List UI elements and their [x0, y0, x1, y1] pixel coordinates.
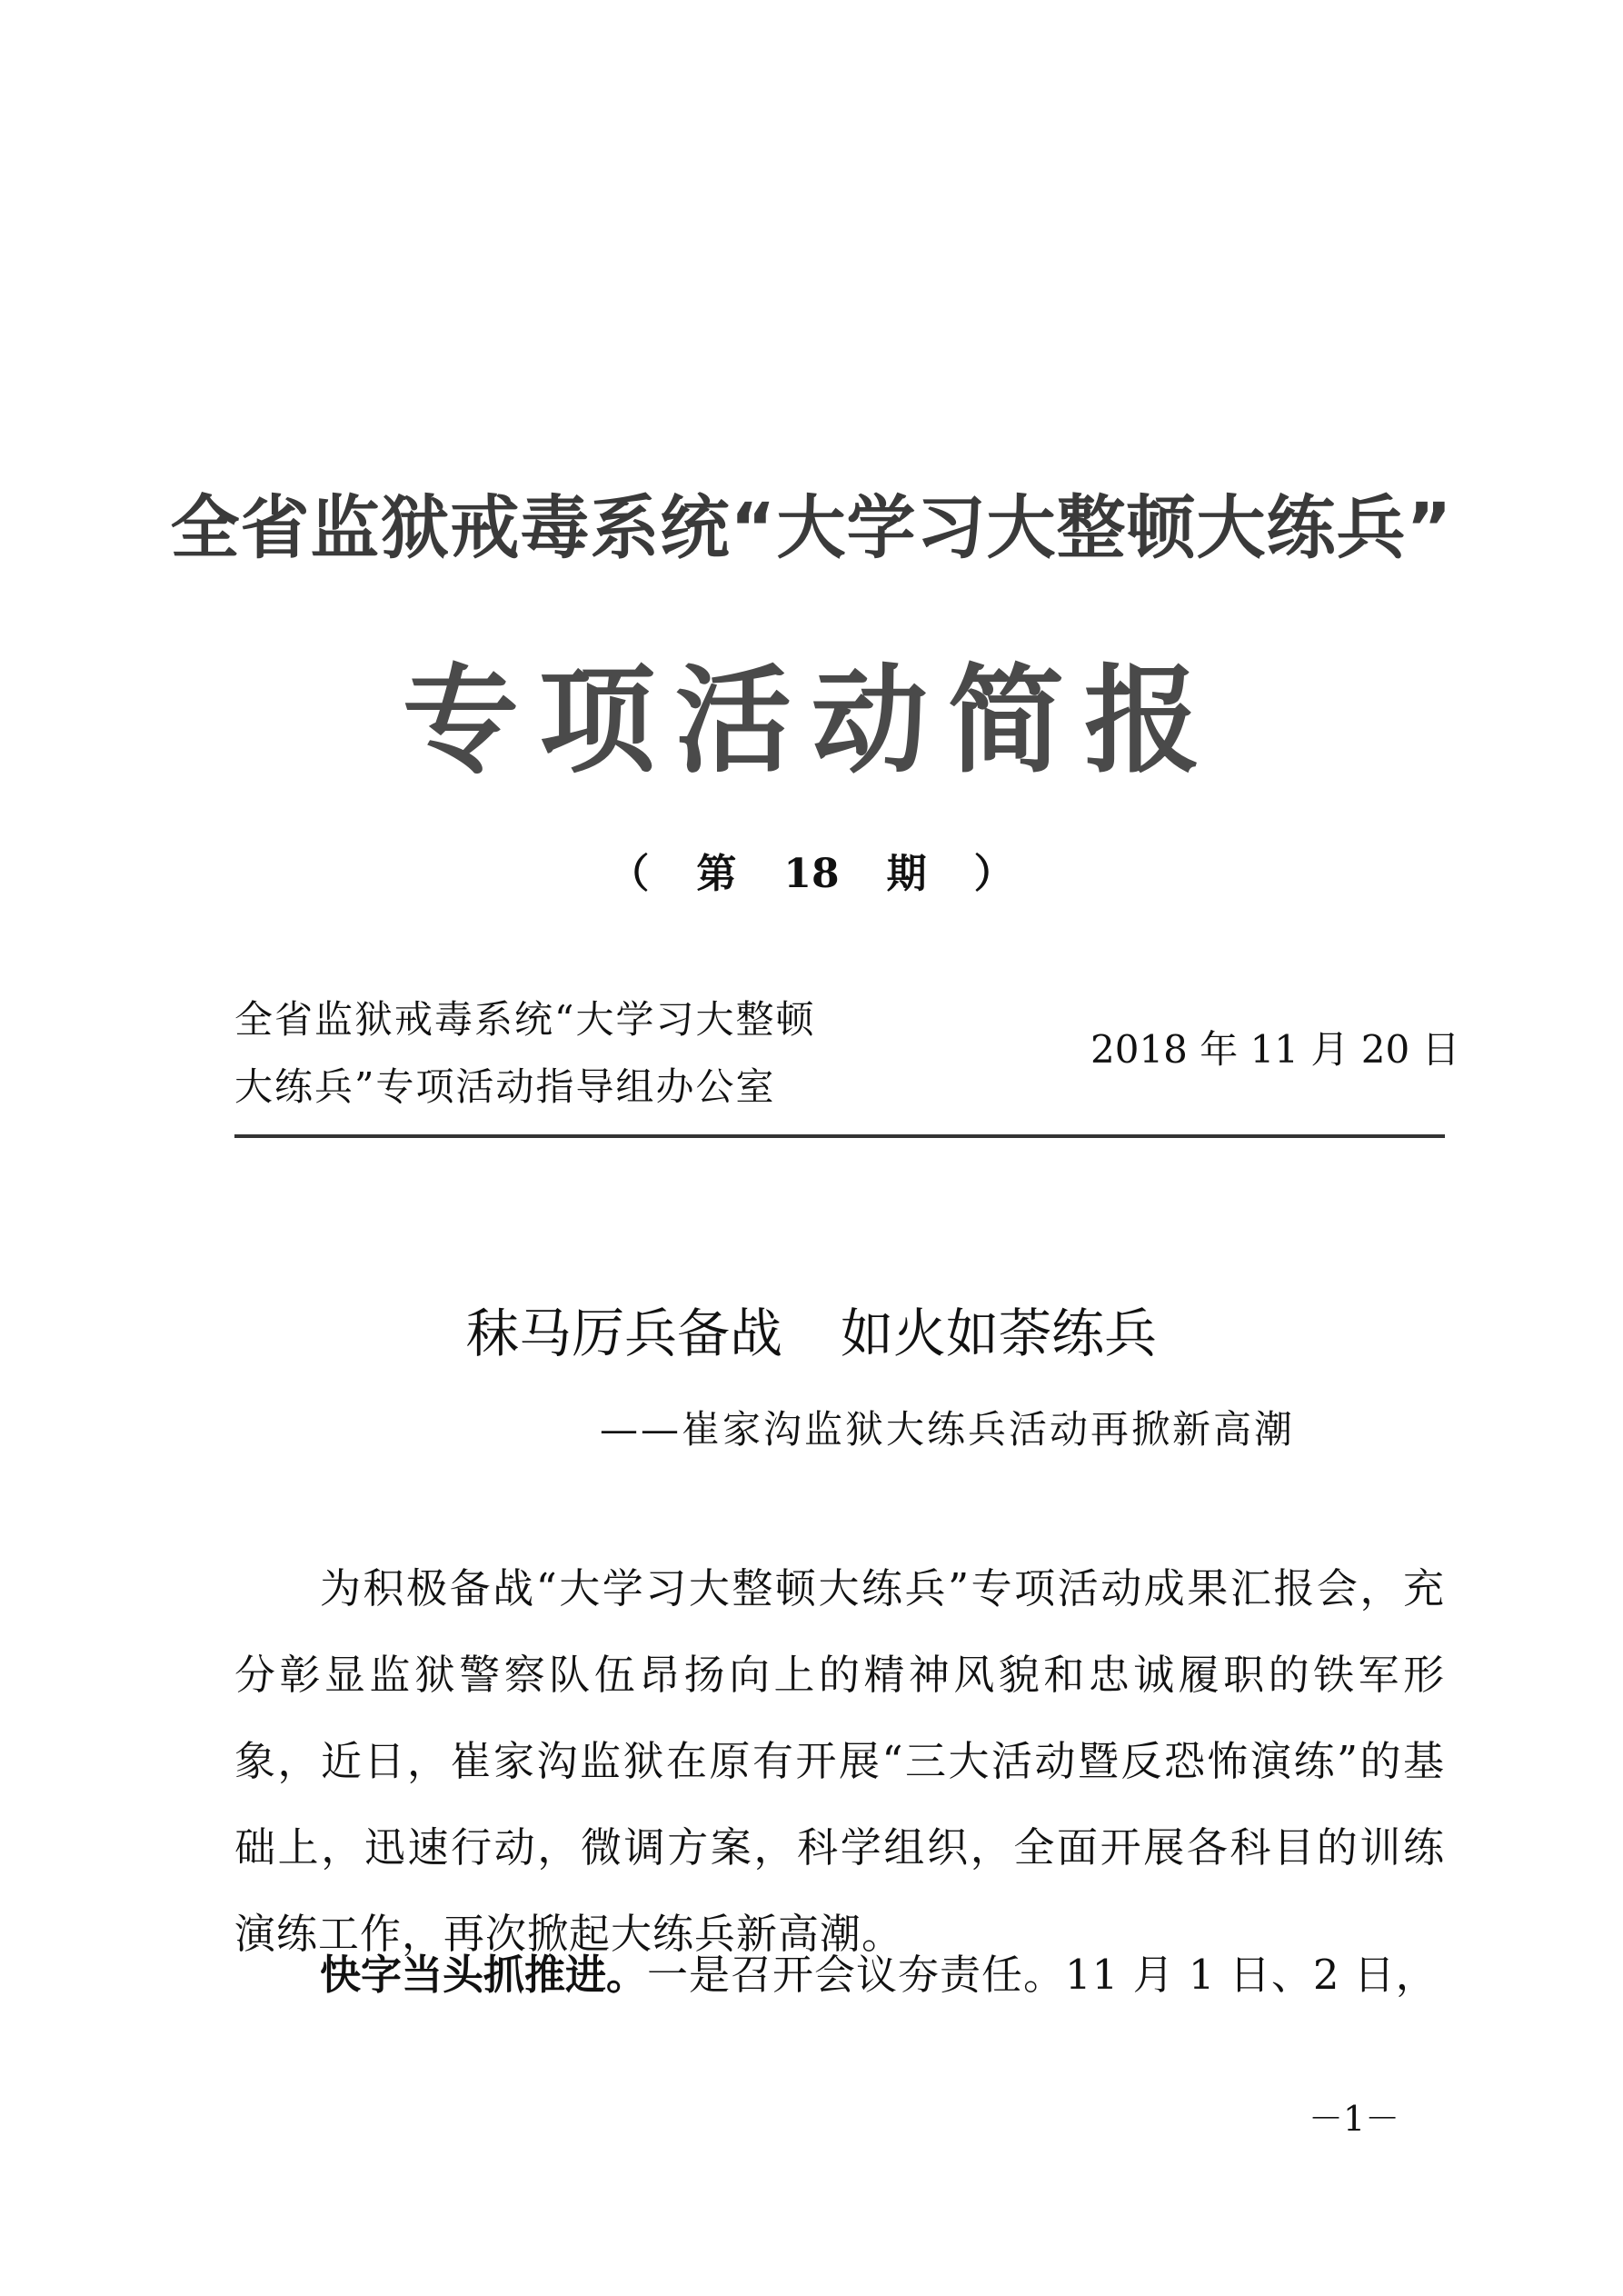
page-number: －1－: [1309, 2099, 1400, 2139]
header-divider: [234, 1134, 1445, 1138]
article-paragraph-1: 为积极备战“大学习大整顿大练兵”专项活动成果汇报会，充分彰显监狱警察队伍昂扬向上的精神风貌和忠诚履职的铁军形象，近日，崔家沟监狱在原有开展“三大活动暨反恐怖演练”的基础上，迅速行动，微调方案，科学组织，全面开展各科目的训练演练工作，再次掀起大练兵新高潮。: [234, 1564, 1445, 1958]
article-title: [0, 1291, 1623, 1367]
issue-date: 2018 年 11 月 20 日: [1090, 1027, 1460, 1072]
issue-close-paren: ）: [973, 851, 1014, 897]
paragraph-2-text: 一是召开会议夯责任。11 月 1 日、2 日，: [647, 1951, 1438, 1999]
issue-open-paren: （: [609, 851, 650, 897]
paragraph-lead-heading: 快字当头抓推进。: [320, 1951, 648, 1999]
issue-prefix: 第: [696, 851, 737, 897]
issue-value: 18: [783, 851, 840, 897]
issue-suffix: 期: [886, 851, 927, 897]
issuing-office: [234, 986, 815, 1121]
issuing-office-line1: 全省监狱戒毒系统“大学习大整顿: [234, 997, 816, 1042]
article-title-part2: 如火如荼练兵: [841, 1303, 1158, 1364]
issuing-office-line2: 大练兵”专项活动指导组办公室: [234, 1064, 776, 1109]
article-paragraph-2: [234, 1932, 1445, 2018]
article-title-part1: 秣马厉兵备战: [465, 1303, 782, 1364]
article-subtitle: ——崔家沟监狱大练兵活动再掀新高潮: [600, 1407, 1296, 1452]
bulletin-title: 专项活动简报: [402, 654, 1220, 789]
issue-number: [0, 841, 1623, 899]
bulletin-series-title: 全省监狱戒毒系统“大学习大整顿大练兵”: [170, 487, 1453, 568]
